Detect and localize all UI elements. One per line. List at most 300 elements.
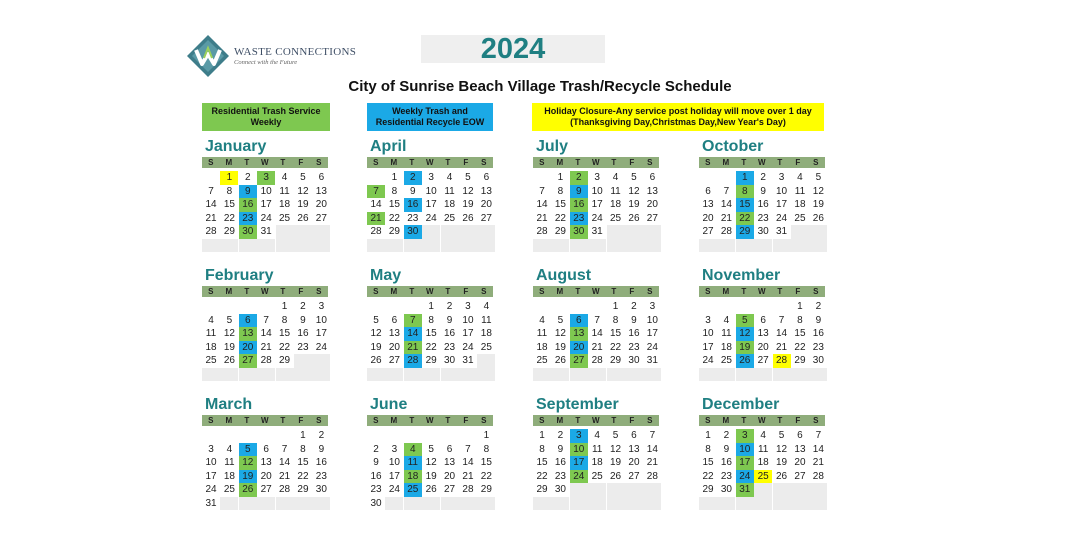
day-cell: 15 bbox=[554, 199, 566, 210]
weekday-label: T bbox=[569, 286, 587, 297]
day-cell: 23 bbox=[315, 470, 327, 482]
month-name: January bbox=[205, 138, 267, 155]
empty-day-cell bbox=[773, 300, 791, 314]
day-grid bbox=[699, 300, 825, 381]
day-cell: 30 bbox=[404, 225, 422, 239]
day-cell: 18 bbox=[591, 457, 603, 468]
empty-day-cell bbox=[773, 368, 791, 382]
weekday-label: F bbox=[789, 157, 807, 168]
empty-day-cell bbox=[459, 239, 477, 253]
day-cell: 5 bbox=[612, 430, 619, 441]
weekday-header bbox=[699, 286, 825, 297]
day-cell: 24 bbox=[205, 484, 217, 495]
legend-holiday-closure bbox=[532, 103, 824, 131]
day-cell: 1 bbox=[281, 301, 288, 312]
empty-day-cell bbox=[570, 368, 588, 382]
empty-day-cell bbox=[385, 368, 403, 382]
weekday-label: T bbox=[605, 415, 623, 426]
day-cell: 31 bbox=[736, 483, 754, 497]
day-cell: 14 bbox=[404, 327, 422, 341]
day-cell: 24 bbox=[315, 341, 327, 353]
day-cell: 5 bbox=[557, 314, 564, 326]
empty-day-cell bbox=[312, 368, 330, 382]
weekday-label: W bbox=[753, 157, 771, 168]
empty-day-cell bbox=[257, 300, 275, 314]
day-cell: 19 bbox=[462, 199, 474, 210]
day-cell: 7 bbox=[367, 185, 385, 199]
day-cell: 29 bbox=[610, 355, 622, 366]
empty-day-cell bbox=[294, 239, 312, 253]
weekday-label: M bbox=[551, 286, 569, 297]
day-cell: 14 bbox=[279, 457, 291, 468]
day-cell: 6 bbox=[263, 443, 269, 455]
day-cell: 1 bbox=[300, 430, 306, 441]
day-cell: 24 bbox=[646, 341, 658, 353]
empty-day-cell bbox=[791, 368, 809, 382]
empty-day-cell bbox=[773, 483, 791, 497]
month-january bbox=[202, 137, 328, 252]
empty-day-cell bbox=[257, 497, 275, 511]
empty-day-cell bbox=[257, 239, 275, 253]
day-cell: 27 bbox=[570, 354, 588, 368]
day-cell: 23 bbox=[554, 470, 566, 482]
weekday-label: S bbox=[202, 415, 220, 426]
day-cell: 25 bbox=[404, 483, 422, 497]
weekday-label: S bbox=[533, 415, 551, 426]
empty-day-cell bbox=[202, 300, 220, 314]
empty-day-cell bbox=[441, 429, 459, 443]
month-february bbox=[202, 266, 328, 381]
day-cell: 5 bbox=[631, 172, 637, 183]
empty-day-cell bbox=[220, 239, 238, 253]
day-cell: 11 bbox=[444, 185, 455, 197]
weekday-label: W bbox=[587, 157, 605, 168]
day-cell: 16 bbox=[812, 328, 824, 339]
day-cell: 29 bbox=[736, 225, 754, 239]
day-cell: 1 bbox=[797, 301, 803, 312]
day-cell: 9 bbox=[410, 185, 416, 197]
empty-day-cell bbox=[717, 239, 735, 253]
day-cell: 9 bbox=[239, 185, 257, 199]
day-cell: 12 bbox=[462, 185, 474, 197]
day-cell: 8 bbox=[539, 443, 545, 455]
day-cell: 14 bbox=[205, 199, 217, 210]
day-cell: 19 bbox=[239, 470, 257, 484]
day-cell: 25 bbox=[720, 355, 732, 366]
day-cell: 19 bbox=[628, 199, 640, 210]
weekday-label: S bbox=[202, 286, 220, 297]
day-cell: 22 bbox=[536, 470, 548, 482]
weekday-label: S bbox=[699, 415, 717, 426]
day-cell: 21 bbox=[591, 341, 603, 353]
day-cell: 2 bbox=[318, 430, 325, 441]
empty-day-cell bbox=[220, 497, 238, 511]
empty-day-cell bbox=[367, 300, 385, 314]
day-cell: 19 bbox=[370, 341, 382, 353]
day-cell: 9 bbox=[760, 185, 766, 197]
day-cell: 7 bbox=[778, 314, 785, 326]
day-cell: 15 bbox=[610, 328, 622, 339]
day-cell: 1 bbox=[483, 430, 490, 441]
empty-day-cell bbox=[699, 497, 717, 511]
empty-day-cell bbox=[551, 239, 569, 253]
day-cell: 23 bbox=[812, 341, 824, 353]
day-cell: 26 bbox=[736, 354, 754, 368]
day-cell: 23 bbox=[757, 212, 769, 224]
empty-day-cell bbox=[570, 239, 588, 253]
day-cell: 18 bbox=[610, 199, 622, 210]
day-cell: 26 bbox=[297, 212, 309, 224]
day-cell: 13 bbox=[388, 328, 400, 339]
company-logo bbox=[186, 34, 356, 78]
day-cell: 24 bbox=[462, 341, 474, 353]
day-cell: 30 bbox=[812, 355, 824, 366]
day-cell: 20 bbox=[757, 341, 769, 353]
empty-day-cell bbox=[533, 497, 551, 511]
day-cell: 20 bbox=[702, 212, 714, 224]
day-cell: 18 bbox=[757, 457, 769, 468]
empty-day-cell bbox=[773, 239, 791, 253]
day-cell: 29 bbox=[279, 355, 291, 366]
weekday-label: S bbox=[807, 157, 825, 168]
day-grid bbox=[367, 429, 493, 510]
day-cell: 25 bbox=[610, 212, 622, 224]
day-cell: 30 bbox=[554, 484, 566, 495]
weekday-label: W bbox=[256, 286, 274, 297]
weekday-label: W bbox=[587, 415, 605, 426]
day-cell: 7 bbox=[465, 443, 471, 455]
day-cell: 23 bbox=[628, 341, 640, 353]
empty-day-cell bbox=[791, 483, 809, 497]
weekday-label: T bbox=[605, 157, 623, 168]
day-cell: 20 bbox=[239, 341, 257, 355]
month-october bbox=[699, 137, 825, 252]
day-cell: 15 bbox=[536, 457, 548, 468]
empty-day-cell bbox=[441, 239, 459, 253]
weekday-label: M bbox=[385, 157, 403, 168]
empty-day-cell bbox=[239, 300, 257, 314]
day-cell: 20 bbox=[646, 199, 658, 210]
day-cell: 1 bbox=[391, 172, 398, 183]
day-cell: 3 bbox=[318, 301, 325, 312]
day-cell: 1 bbox=[736, 171, 754, 185]
empty-day-cell bbox=[257, 429, 275, 443]
day-cell: 16 bbox=[554, 457, 566, 468]
empty-day-cell bbox=[643, 239, 661, 253]
day-cell: 14 bbox=[462, 457, 474, 468]
empty-day-cell bbox=[276, 239, 294, 253]
day-cell: 30 bbox=[570, 225, 588, 239]
empty-day-cell bbox=[588, 483, 606, 497]
day-cell: 4 bbox=[208, 314, 214, 326]
day-cell: 25 bbox=[536, 355, 548, 366]
weekday-label: W bbox=[256, 157, 274, 168]
weekday-label: W bbox=[753, 415, 771, 426]
weekday-label: F bbox=[623, 286, 641, 297]
day-cell: 17 bbox=[591, 199, 603, 210]
day-cell: 5 bbox=[465, 172, 471, 183]
day-cell: 18 bbox=[794, 199, 806, 210]
empty-day-cell bbox=[736, 497, 754, 511]
empty-day-cell bbox=[533, 171, 551, 185]
weekday-label: S bbox=[699, 286, 717, 297]
day-grid bbox=[367, 171, 493, 252]
day-cell: 27 bbox=[315, 212, 327, 224]
weekday-label: S bbox=[310, 157, 328, 168]
empty-day-cell bbox=[625, 225, 643, 239]
day-cell: 16 bbox=[370, 470, 382, 482]
day-cell: 27 bbox=[757, 355, 769, 366]
day-cell: 19 bbox=[776, 457, 788, 468]
month-name: May bbox=[370, 267, 402, 284]
day-cell: 3 bbox=[705, 314, 711, 326]
day-cell: 6 bbox=[239, 314, 257, 328]
day-cell: 8 bbox=[226, 185, 233, 197]
empty-day-cell bbox=[276, 497, 294, 511]
day-cell: 16 bbox=[315, 457, 327, 468]
weekday-label: S bbox=[641, 157, 659, 168]
day-grid bbox=[202, 300, 328, 381]
empty-day-cell bbox=[791, 497, 809, 511]
day-cell: 17 bbox=[425, 199, 437, 210]
empty-day-cell bbox=[477, 239, 495, 253]
day-cell: 10 bbox=[646, 314, 658, 326]
weekday-label: F bbox=[789, 415, 807, 426]
empty-day-cell bbox=[422, 368, 440, 382]
day-cell: 27 bbox=[628, 470, 640, 482]
day-cell: 16 bbox=[444, 328, 456, 339]
weekday-label: M bbox=[385, 415, 403, 426]
day-cell: 4 bbox=[483, 301, 490, 312]
day-grid bbox=[699, 429, 825, 510]
day-cell: 9 bbox=[723, 443, 730, 455]
day-cell: 6 bbox=[483, 172, 490, 183]
empty-day-cell bbox=[588, 239, 606, 253]
day-cell: 7 bbox=[594, 314, 600, 326]
day-cell: 25 bbox=[223, 484, 235, 495]
empty-day-cell bbox=[809, 368, 827, 382]
day-cell: 19 bbox=[812, 199, 824, 210]
empty-day-cell bbox=[441, 225, 459, 239]
day-cell: 8 bbox=[612, 314, 619, 326]
day-cell: 12 bbox=[776, 443, 788, 455]
empty-day-cell bbox=[809, 239, 827, 253]
day-cell: 31 bbox=[776, 226, 788, 237]
weekday-label: T bbox=[771, 286, 789, 297]
empty-day-cell bbox=[625, 368, 643, 382]
day-cell: 7 bbox=[281, 443, 288, 455]
day-cell: 13 bbox=[628, 443, 640, 455]
weekday-label: M bbox=[717, 157, 735, 168]
day-cell: 21 bbox=[720, 212, 732, 224]
weekday-label: S bbox=[475, 157, 493, 168]
day-cell: 20 bbox=[480, 199, 492, 210]
day-cell: 30 bbox=[628, 355, 640, 366]
day-cell: 12 bbox=[812, 185, 824, 197]
day-cell: 11 bbox=[536, 328, 548, 339]
day-cell: 14 bbox=[720, 199, 732, 210]
day-cell: 26 bbox=[462, 212, 474, 224]
month-name: March bbox=[205, 396, 253, 413]
day-cell: 28 bbox=[370, 226, 382, 237]
day-cell: 30 bbox=[370, 497, 382, 509]
empty-day-cell bbox=[477, 354, 495, 368]
empty-day-cell bbox=[441, 497, 459, 511]
weekday-label: T bbox=[771, 157, 789, 168]
day-cell: 7 bbox=[208, 185, 214, 197]
day-cell: 20 bbox=[315, 199, 327, 210]
empty-day-cell bbox=[699, 368, 717, 382]
empty-day-cell bbox=[385, 239, 403, 253]
legend-trash-service bbox=[202, 103, 330, 131]
empty-day-cell bbox=[404, 368, 422, 382]
empty-day-cell bbox=[459, 368, 477, 382]
day-cell: 2 bbox=[446, 301, 453, 312]
day-cell: 24 bbox=[425, 212, 437, 224]
day-cell: 6 bbox=[705, 185, 711, 197]
day-cell: 17 bbox=[702, 341, 714, 353]
day-cell: 29 bbox=[480, 484, 492, 495]
day-cell: 16 bbox=[297, 328, 309, 339]
day-cell: 10 bbox=[260, 185, 272, 197]
day-cell: 12 bbox=[223, 328, 235, 339]
legend-recycle-service bbox=[367, 103, 493, 131]
weekday-label: F bbox=[789, 286, 807, 297]
weekday-label: S bbox=[533, 157, 551, 168]
empty-day-cell bbox=[404, 429, 422, 443]
day-cell: 12 bbox=[425, 457, 437, 468]
day-cell: 20 bbox=[628, 457, 640, 468]
day-cell: 8 bbox=[483, 443, 490, 455]
day-cell: 21 bbox=[279, 470, 291, 482]
day-cell: 5 bbox=[226, 314, 233, 326]
day-cell: 30 bbox=[720, 484, 732, 495]
day-cell: 3 bbox=[649, 301, 656, 312]
day-cell: 7 bbox=[263, 314, 269, 326]
empty-day-cell bbox=[202, 239, 220, 253]
month-name: April bbox=[370, 138, 407, 155]
empty-day-cell bbox=[607, 483, 625, 497]
empty-day-cell bbox=[202, 171, 220, 185]
month-june bbox=[367, 395, 493, 510]
day-cell: 3 bbox=[391, 443, 398, 455]
empty-day-cell bbox=[809, 497, 827, 511]
day-cell: 4 bbox=[594, 430, 600, 441]
day-cell: 19 bbox=[297, 199, 309, 210]
day-cell: 21 bbox=[260, 341, 272, 353]
day-cell: 14 bbox=[591, 328, 603, 339]
weekday-label: T bbox=[439, 157, 457, 168]
waste-connections-logo-icon bbox=[186, 34, 230, 78]
month-december bbox=[699, 395, 825, 510]
empty-day-cell bbox=[699, 239, 717, 253]
day-cell: 24 bbox=[388, 484, 400, 495]
day-cell: 17 bbox=[388, 470, 400, 482]
day-cell: 4 bbox=[797, 172, 803, 183]
weekday-label: W bbox=[421, 157, 439, 168]
day-cell: 22 bbox=[794, 341, 806, 353]
empty-day-cell bbox=[533, 300, 551, 314]
day-cell: 13 bbox=[260, 457, 272, 468]
empty-day-cell bbox=[276, 429, 294, 443]
day-cell: 14 bbox=[536, 199, 548, 210]
day-cell: 23 bbox=[370, 484, 382, 495]
day-cell: 8 bbox=[736, 185, 754, 199]
day-cell: 12 bbox=[297, 185, 309, 197]
empty-day-cell bbox=[570, 300, 588, 314]
day-grid bbox=[202, 429, 328, 510]
empty-day-cell bbox=[809, 483, 827, 497]
day-cell: 15 bbox=[425, 328, 437, 339]
day-cell: 4 bbox=[760, 430, 766, 441]
day-cell: 24 bbox=[570, 470, 588, 484]
day-cell: 7 bbox=[649, 430, 656, 441]
month-august bbox=[533, 266, 659, 381]
empty-day-cell bbox=[791, 225, 809, 239]
empty-day-cell bbox=[809, 225, 827, 239]
day-cell: 1 bbox=[539, 430, 545, 441]
weekday-label: T bbox=[274, 157, 292, 168]
day-cell: 4 bbox=[404, 443, 422, 457]
day-cell: 20 bbox=[444, 470, 456, 482]
day-cell: 29 bbox=[536, 484, 548, 495]
day-cell: 29 bbox=[794, 355, 806, 366]
empty-day-cell bbox=[643, 483, 661, 497]
day-cell: 3 bbox=[257, 171, 275, 185]
day-grid bbox=[533, 300, 659, 381]
day-cell: 25 bbox=[444, 212, 456, 224]
empty-day-cell bbox=[551, 368, 569, 382]
day-cell: 13 bbox=[646, 185, 658, 197]
empty-day-cell bbox=[588, 368, 606, 382]
day-cell: 9 bbox=[815, 314, 822, 326]
day-cell: 22 bbox=[554, 212, 566, 224]
day-cell: 24 bbox=[736, 470, 754, 484]
month-name: December bbox=[702, 396, 780, 413]
day-cell: 26 bbox=[425, 484, 437, 495]
day-cell: 13 bbox=[570, 327, 588, 341]
weekday-label: S bbox=[202, 157, 220, 168]
empty-day-cell bbox=[607, 239, 625, 253]
weekday-header bbox=[699, 415, 825, 426]
day-cell: 20 bbox=[260, 470, 272, 482]
weekday-header bbox=[367, 157, 493, 168]
day-cell: 25 bbox=[480, 341, 492, 353]
weekday-header bbox=[533, 157, 659, 168]
day-cell: 28 bbox=[812, 470, 824, 482]
day-cell: 27 bbox=[239, 354, 257, 368]
year-heading: 2024 bbox=[421, 35, 605, 63]
day-cell: 25 bbox=[591, 470, 603, 482]
legend-holiday-label: Holiday Closure-Any service post holiday will move over 1 day (Thanksgiving Day,Christmas Day,New Year's Day) bbox=[544, 106, 812, 127]
day-cell: 3 bbox=[428, 172, 434, 183]
day-cell: 4 bbox=[226, 443, 233, 455]
day-cell: 9 bbox=[300, 314, 306, 326]
day-cell: 19 bbox=[554, 341, 566, 353]
empty-day-cell bbox=[459, 429, 477, 443]
day-cell: 27 bbox=[260, 484, 272, 495]
month-september bbox=[533, 395, 659, 510]
day-cell: 10 bbox=[315, 314, 327, 326]
day-cell: 15 bbox=[736, 198, 754, 212]
weekday-label: T bbox=[274, 415, 292, 426]
weekday-label: S bbox=[367, 157, 385, 168]
empty-day-cell bbox=[404, 300, 422, 314]
empty-day-cell bbox=[312, 354, 330, 368]
day-cell: 31 bbox=[205, 497, 217, 509]
day-cell: 10 bbox=[425, 185, 437, 197]
day-cell: 30 bbox=[239, 225, 257, 239]
